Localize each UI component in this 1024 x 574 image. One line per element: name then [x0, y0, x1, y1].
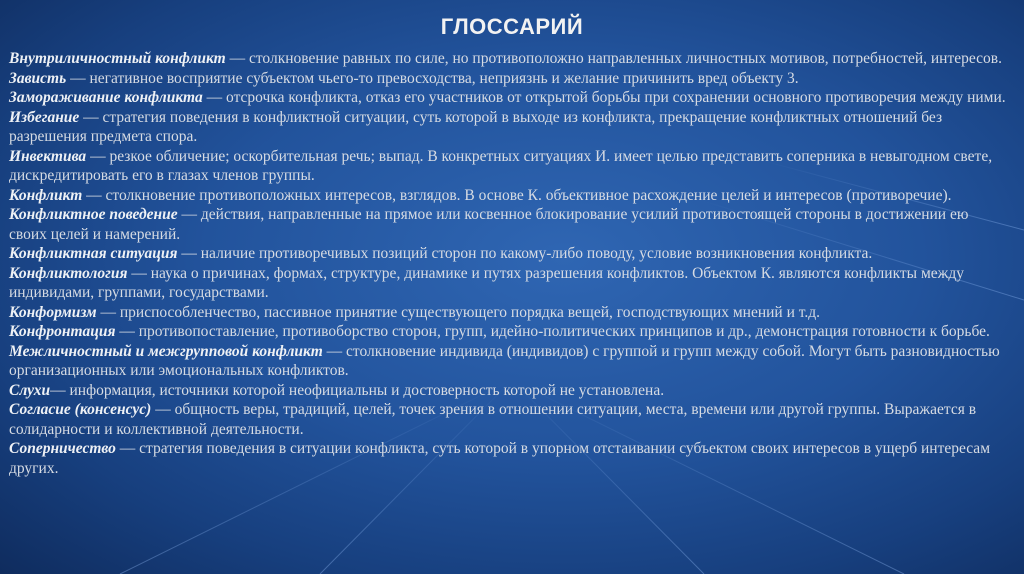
definition: — противопоставление, противоборство сторон, групп, идейно-политических принципов и др., демонстрация готовности к борьбе.: [115, 323, 990, 340]
term: Конфликтное поведение: [9, 206, 178, 223]
term: Замораживание конфликта: [9, 89, 203, 106]
definition: — стратегия поведения в конфликтной ситуации, суть которой в выходе из конфликта, прекращение конфликтных отношений без разрешения предмета спора.: [9, 108, 943, 145]
glossary-entry: [9, 439, 1009, 478]
definition: — столкновение противоположных интересов, взглядов. В основе К. объективное расхождение целей и интересов (противоречие).: [82, 186, 952, 204]
glossary-entry: [9, 303, 1009, 323]
term: Конформизм: [9, 303, 97, 321]
term: Конфликтология: [9, 264, 128, 282]
term: Межличностный и межгрупповой конфликт: [9, 342, 323, 360]
definition: — отсрочка конфликта, отказ его участников от открытой борьбы при сохранении основного противоречия между ними.: [202, 89, 1006, 106]
definition: — негативное восприятие субъектом чьего-то превосходства, неприязнь и желание причинить вред объекту 3.: [66, 69, 799, 87]
definition: — действия, направленные на прямое или косвенное блокирование усилий противостоящей стороны в достижении ею своих целей и намерений.: [9, 206, 969, 243]
term: Конфликтная ситуация: [9, 245, 178, 262]
term: Инвектива: [9, 147, 87, 165]
term: Зависть: [9, 69, 67, 87]
definition: — наука о причинах, формах, структуре, динамике и путях разрешения конфликтов. Объектом К. являются конфликты между индивидами, группами, государствами.: [9, 264, 965, 301]
glossary-entry: [9, 69, 1009, 89]
glossary-entry: [9, 205, 1009, 244]
glossary-entry: [9, 147, 1009, 186]
glossary-entry: [9, 49, 1009, 69]
definition: — приспособленчество, пассивное принятие существующего порядка вещей, господствующих мнений и т.д.: [96, 303, 821, 321]
term: Избегание: [9, 108, 80, 126]
definition: — стратегия поведения в ситуации конфликта, суть которой в упорном отстаивании субъектом своих интересов в ущерб интересам других.: [9, 440, 990, 477]
term: Соперничество: [9, 440, 116, 457]
term: Слухи: [9, 381, 51, 399]
definition: — наличие противоречивых позиций сторон по какому-либо поводу, условие возникновения конфликта.: [177, 245, 873, 262]
glossary-list: [9, 49, 1009, 478]
term: Внутриличностный конфликт: [9, 50, 226, 67]
glossary-entry: [9, 244, 1009, 264]
definition: — информация, источники которой неофициальны и достоверность которой не установлена.: [50, 381, 665, 399]
term: Конфронтация: [9, 323, 116, 340]
term: Согласие (консенсус): [9, 401, 152, 418]
page-title: ГЛОССАРИЙ: [440, 14, 584, 39]
glossary-entry: [9, 264, 1009, 303]
glossary-entry: [9, 88, 1009, 108]
glossary-entry: [9, 108, 1009, 147]
glossary-entry: [9, 186, 1009, 206]
definition: — общность веры, традиций, целей, точек зрения в отношении ситуации, места, времени или другой группы. Выражается в солидарности и коллективной деятельности.: [9, 401, 977, 438]
definition: — столкновение индивида (индивидов) с группой и групп между собой. Могут быть разновидностью организационных или эмоциональных конфликтов.: [9, 342, 1000, 379]
definition: — резкое обличение; оскорбительная речь; выпад. В конкретных ситуациях И. имеет целью представить соперника в невыгодном свете, дискредитировать его в глазах членов группы.: [9, 147, 993, 184]
definition: — столкновение равных по силе, но противоположно направленных личностных мотивов, потребностей, интересов.: [225, 50, 1002, 67]
glossary-entry: [9, 381, 1009, 401]
glossary-entry: [9, 400, 1009, 439]
term: Конфликт: [9, 186, 83, 204]
glossary-entry: [9, 322, 1009, 381]
